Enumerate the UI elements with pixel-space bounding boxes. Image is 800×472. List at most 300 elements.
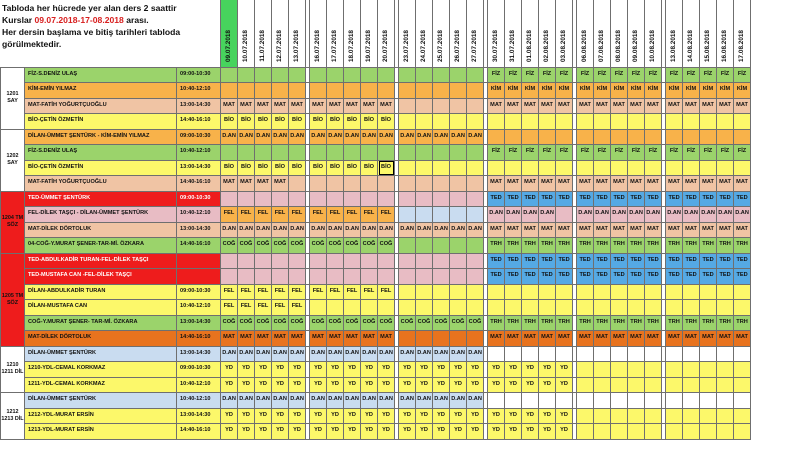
- schedule-cell[interactable]: [221, 191, 238, 207]
- schedule-cell[interactable]: [310, 300, 327, 316]
- schedule-cell[interactable]: [450, 114, 467, 130]
- schedule-cell[interactable]: [416, 67, 433, 83]
- schedule-cell[interactable]: TRH: [734, 315, 751, 331]
- schedule-cell[interactable]: MAT: [645, 176, 662, 192]
- schedule-cell[interactable]: YD: [272, 424, 289, 440]
- schedule-cell[interactable]: YD: [289, 424, 306, 440]
- schedule-cell[interactable]: BİO: [378, 160, 395, 176]
- schedule-cell[interactable]: D.AN: [272, 129, 289, 145]
- schedule-cell[interactable]: FEL: [272, 207, 289, 223]
- schedule-cell[interactable]: D.AN: [327, 222, 344, 238]
- schedule-cell[interactable]: YD: [361, 377, 378, 393]
- schedule-cell[interactable]: YD: [522, 377, 539, 393]
- schedule-cell[interactable]: YD: [505, 424, 522, 440]
- schedule-cell[interactable]: D.AN: [361, 222, 378, 238]
- schedule-cell[interactable]: [717, 160, 734, 176]
- schedule-cell[interactable]: TRH: [611, 315, 628, 331]
- schedule-cell[interactable]: MAT: [255, 176, 272, 192]
- schedule-cell[interactable]: TRH: [611, 238, 628, 254]
- schedule-cell[interactable]: [628, 424, 645, 440]
- schedule-cell[interactable]: YD: [522, 408, 539, 424]
- schedule-cell[interactable]: [539, 114, 556, 130]
- schedule-cell[interactable]: BİO: [238, 114, 255, 130]
- hours-cell[interactable]: 09:00-10:30: [177, 362, 221, 378]
- course-cell[interactable]: 1211-YDL-CEMAL KORKMAZ: [25, 377, 177, 393]
- schedule-cell[interactable]: D.AN: [238, 393, 255, 409]
- schedule-cell[interactable]: YD: [556, 377, 573, 393]
- schedule-cell[interactable]: MAT: [238, 98, 255, 114]
- schedule-cell[interactable]: [467, 191, 484, 207]
- schedule-cell[interactable]: [399, 160, 416, 176]
- schedule-cell[interactable]: TED: [734, 253, 751, 269]
- schedule-cell[interactable]: COĞ: [450, 315, 467, 331]
- schedule-cell[interactable]: [717, 284, 734, 300]
- schedule-cell[interactable]: TED: [539, 253, 556, 269]
- schedule-cell[interactable]: KİM: [734, 83, 751, 99]
- schedule-cell[interactable]: YD: [255, 408, 272, 424]
- schedule-cell[interactable]: FEL: [272, 300, 289, 316]
- schedule-cell[interactable]: BİO: [361, 114, 378, 130]
- schedule-cell[interactable]: MAT: [683, 98, 700, 114]
- schedule-cell[interactable]: FEL: [238, 284, 255, 300]
- schedule-cell[interactable]: [433, 253, 450, 269]
- schedule-cell[interactable]: [628, 362, 645, 378]
- schedule-cell[interactable]: FİZ: [594, 145, 611, 161]
- schedule-cell[interactable]: YD: [450, 377, 467, 393]
- schedule-cell[interactable]: [327, 145, 344, 161]
- schedule-cell[interactable]: [700, 424, 717, 440]
- schedule-cell[interactable]: [433, 331, 450, 347]
- schedule-cell[interactable]: [450, 145, 467, 161]
- schedule-cell[interactable]: MAT: [666, 176, 683, 192]
- schedule-cell[interactable]: [255, 145, 272, 161]
- schedule-cell[interactable]: MAT: [666, 98, 683, 114]
- schedule-cell[interactable]: D.AN: [378, 222, 395, 238]
- schedule-cell[interactable]: [399, 191, 416, 207]
- schedule-cell[interactable]: [399, 238, 416, 254]
- schedule-cell[interactable]: MAT: [734, 222, 751, 238]
- schedule-cell[interactable]: COĞ: [255, 238, 272, 254]
- schedule-cell[interactable]: YD: [221, 362, 238, 378]
- schedule-cell[interactable]: [666, 284, 683, 300]
- schedule-cell[interactable]: TED: [611, 269, 628, 285]
- schedule-cell[interactable]: FİZ: [522, 145, 539, 161]
- schedule-cell[interactable]: TED: [577, 191, 594, 207]
- schedule-cell[interactable]: TRH: [734, 238, 751, 254]
- schedule-cell[interactable]: [399, 284, 416, 300]
- schedule-cell[interactable]: KİM: [645, 83, 662, 99]
- schedule-cell[interactable]: FEL: [327, 284, 344, 300]
- schedule-cell[interactable]: FİZ: [666, 67, 683, 83]
- schedule-cell[interactable]: TED: [488, 191, 505, 207]
- schedule-cell[interactable]: [310, 191, 327, 207]
- schedule-cell[interactable]: [666, 408, 683, 424]
- schedule-cell[interactable]: D.AN: [344, 129, 361, 145]
- schedule-cell[interactable]: [399, 176, 416, 192]
- schedule-cell[interactable]: D.AN: [399, 222, 416, 238]
- schedule-cell[interactable]: [272, 191, 289, 207]
- schedule-cell[interactable]: COĞ: [289, 238, 306, 254]
- schedule-cell[interactable]: YD: [255, 377, 272, 393]
- schedule-cell[interactable]: [505, 129, 522, 145]
- schedule-cell[interactable]: [683, 114, 700, 130]
- date-header[interactable]: [399, 0, 416, 67]
- schedule-cell[interactable]: [683, 362, 700, 378]
- schedule-cell[interactable]: [700, 284, 717, 300]
- date-header[interactable]: [577, 0, 594, 67]
- schedule-cell[interactable]: [344, 191, 361, 207]
- schedule-cell[interactable]: D.AN: [450, 222, 467, 238]
- schedule-cell[interactable]: TED: [505, 269, 522, 285]
- schedule-cell[interactable]: D.AN: [399, 393, 416, 409]
- schedule-cell[interactable]: [433, 191, 450, 207]
- schedule-cell[interactable]: [577, 362, 594, 378]
- schedule-cell[interactable]: [399, 269, 416, 285]
- schedule-cell[interactable]: FİZ: [666, 145, 683, 161]
- schedule-cell[interactable]: YD: [310, 362, 327, 378]
- schedule-cell[interactable]: D.AN: [327, 346, 344, 362]
- schedule-cell[interactable]: FEL: [310, 207, 327, 223]
- schedule-cell[interactable]: YD: [289, 408, 306, 424]
- schedule-cell[interactable]: YD: [450, 408, 467, 424]
- schedule-cell[interactable]: [450, 191, 467, 207]
- schedule-cell[interactable]: COĞ: [272, 238, 289, 254]
- schedule-cell[interactable]: [666, 160, 683, 176]
- course-cell[interactable]: KİM-EMİN YILMAZ: [25, 83, 177, 99]
- schedule-cell[interactable]: FİZ: [488, 67, 505, 83]
- schedule-cell[interactable]: [666, 129, 683, 145]
- schedule-cell[interactable]: MAT: [344, 331, 361, 347]
- schedule-cell[interactable]: [416, 145, 433, 161]
- schedule-cell[interactable]: D.AN: [433, 129, 450, 145]
- schedule-cell[interactable]: COĞ: [327, 315, 344, 331]
- schedule-cell[interactable]: [505, 300, 522, 316]
- schedule-cell[interactable]: [611, 129, 628, 145]
- schedule-cell[interactable]: BİO: [238, 160, 255, 176]
- schedule-cell[interactable]: D.AN: [628, 207, 645, 223]
- schedule-cell[interactable]: [577, 129, 594, 145]
- schedule-cell[interactable]: YD: [416, 424, 433, 440]
- schedule-cell[interactable]: TED: [645, 253, 662, 269]
- schedule-cell[interactable]: YD: [433, 424, 450, 440]
- schedule-cell[interactable]: D.AN: [522, 207, 539, 223]
- schedule-cell[interactable]: YD: [327, 424, 344, 440]
- schedule-cell[interactable]: [488, 160, 505, 176]
- course-cell[interactable]: 04-COĞ-Y.MURAT ŞENER-TAR-Mİ. ÖZKARA: [25, 238, 177, 254]
- schedule-cell[interactable]: MAT: [238, 331, 255, 347]
- schedule-cell[interactable]: FİZ: [734, 145, 751, 161]
- schedule-cell[interactable]: [577, 424, 594, 440]
- schedule-cell[interactable]: D.AN: [416, 222, 433, 238]
- schedule-cell[interactable]: D.AN: [645, 207, 662, 223]
- schedule-cell[interactable]: TRH: [505, 238, 522, 254]
- schedule-cell[interactable]: [666, 114, 683, 130]
- schedule-cell[interactable]: D.AN: [467, 393, 484, 409]
- schedule-cell[interactable]: YD: [522, 424, 539, 440]
- schedule-cell[interactable]: TED: [666, 191, 683, 207]
- schedule-cell[interactable]: [467, 238, 484, 254]
- schedule-cell[interactable]: TED: [522, 253, 539, 269]
- schedule-cell[interactable]: [327, 269, 344, 285]
- schedule-cell[interactable]: YD: [416, 362, 433, 378]
- schedule-cell[interactable]: MAT: [522, 222, 539, 238]
- schedule-cell[interactable]: [522, 160, 539, 176]
- schedule-cell[interactable]: TRH: [556, 238, 573, 254]
- schedule-cell[interactable]: [221, 67, 238, 83]
- course-cell[interactable]: TED-ABDULKADİR TURAN-FEL-DİLEK TAŞÇI: [25, 253, 177, 269]
- date-header[interactable]: [556, 0, 573, 67]
- schedule-cell[interactable]: MAT: [717, 176, 734, 192]
- date-header[interactable]: [378, 0, 395, 67]
- hours-cell[interactable]: 14:40-16:10: [177, 114, 221, 130]
- schedule-cell[interactable]: YD: [433, 377, 450, 393]
- schedule-cell[interactable]: D.AN: [255, 346, 272, 362]
- schedule-cell[interactable]: D.AN: [361, 129, 378, 145]
- course-cell[interactable]: 1213-YDL-MURAT ERSİN: [25, 424, 177, 440]
- schedule-cell[interactable]: KİM: [522, 83, 539, 99]
- schedule-cell[interactable]: [416, 207, 433, 223]
- hours-cell[interactable]: 13:00-14:30: [177, 160, 221, 176]
- schedule-cell[interactable]: YD: [238, 377, 255, 393]
- schedule-cell[interactable]: D.AN: [399, 346, 416, 362]
- schedule-cell[interactable]: D.AN: [255, 393, 272, 409]
- schedule-cell[interactable]: MAT: [221, 331, 238, 347]
- schedule-cell[interactable]: [717, 393, 734, 409]
- date-header[interactable]: [310, 0, 327, 67]
- schedule-cell[interactable]: [416, 300, 433, 316]
- schedule-cell[interactable]: D.AN: [666, 207, 683, 223]
- schedule-cell[interactable]: MAT: [611, 176, 628, 192]
- schedule-cell[interactable]: FEL: [255, 207, 272, 223]
- course-cell[interactable]: BİO-ÇETİN ÖZMETİN: [25, 114, 177, 130]
- schedule-cell[interactable]: TED: [683, 253, 700, 269]
- schedule-cell[interactable]: [488, 346, 505, 362]
- schedule-cell[interactable]: FEL: [344, 207, 361, 223]
- schedule-cell[interactable]: [645, 129, 662, 145]
- schedule-cell[interactable]: [467, 145, 484, 161]
- schedule-cell[interactable]: [683, 129, 700, 145]
- date-header[interactable]: [327, 0, 344, 67]
- schedule-cell[interactable]: COĞ: [378, 315, 395, 331]
- schedule-cell[interactable]: [467, 253, 484, 269]
- schedule-cell[interactable]: TED: [522, 191, 539, 207]
- schedule-cell[interactable]: [467, 83, 484, 99]
- schedule-cell[interactable]: [522, 393, 539, 409]
- schedule-cell[interactable]: MAT: [522, 176, 539, 192]
- hours-cell[interactable]: 13:00-14:30: [177, 222, 221, 238]
- schedule-cell[interactable]: FEL: [272, 284, 289, 300]
- schedule-cell[interactable]: TRH: [488, 238, 505, 254]
- hours-cell[interactable]: 09:00-10:30: [177, 191, 221, 207]
- schedule-cell[interactable]: TED: [700, 253, 717, 269]
- schedule-cell[interactable]: [505, 393, 522, 409]
- schedule-cell[interactable]: TRH: [628, 238, 645, 254]
- schedule-cell[interactable]: YD: [399, 408, 416, 424]
- schedule-cell[interactable]: YD: [221, 377, 238, 393]
- schedule-cell[interactable]: [255, 191, 272, 207]
- class-group-label[interactable]: 1202 SAY: [1, 129, 25, 191]
- schedule-cell[interactable]: D.AN: [221, 222, 238, 238]
- schedule-cell[interactable]: [289, 269, 306, 285]
- schedule-cell[interactable]: MAT: [577, 222, 594, 238]
- date-header[interactable]: [700, 0, 717, 67]
- schedule-cell[interactable]: TED: [488, 269, 505, 285]
- schedule-cell[interactable]: [433, 160, 450, 176]
- schedule-cell[interactable]: [505, 160, 522, 176]
- schedule-cell[interactable]: TRH: [717, 238, 734, 254]
- schedule-cell[interactable]: [450, 284, 467, 300]
- schedule-cell[interactable]: [416, 98, 433, 114]
- schedule-cell[interactable]: KİM: [539, 83, 556, 99]
- schedule-cell[interactable]: [683, 377, 700, 393]
- schedule-cell[interactable]: FİZ: [539, 145, 556, 161]
- schedule-cell[interactable]: YD: [450, 362, 467, 378]
- schedule-cell[interactable]: MAT: [611, 98, 628, 114]
- schedule-cell[interactable]: TED: [683, 191, 700, 207]
- schedule-cell[interactable]: [399, 253, 416, 269]
- schedule-cell[interactable]: [666, 346, 683, 362]
- schedule-cell[interactable]: [416, 83, 433, 99]
- schedule-cell[interactable]: FİZ: [645, 145, 662, 161]
- date-header[interactable]: [344, 0, 361, 67]
- schedule-cell[interactable]: TRH: [505, 315, 522, 331]
- schedule-cell[interactable]: [467, 160, 484, 176]
- schedule-cell[interactable]: MAT: [272, 176, 289, 192]
- course-cell[interactable]: MAT-DİLEK DÖRTOLUK: [25, 222, 177, 238]
- schedule-cell[interactable]: [628, 129, 645, 145]
- schedule-cell[interactable]: [361, 269, 378, 285]
- schedule-cell[interactable]: FİZ: [645, 67, 662, 83]
- schedule-cell[interactable]: KİM: [666, 83, 683, 99]
- schedule-cell[interactable]: D.AN: [361, 393, 378, 409]
- schedule-cell[interactable]: D.AN: [467, 129, 484, 145]
- schedule-cell[interactable]: FEL: [310, 284, 327, 300]
- schedule-cell[interactable]: TRH: [666, 238, 683, 254]
- schedule-cell[interactable]: [327, 191, 344, 207]
- schedule-cell[interactable]: [539, 346, 556, 362]
- schedule-cell[interactable]: [539, 129, 556, 145]
- schedule-cell[interactable]: TED: [717, 191, 734, 207]
- schedule-cell[interactable]: [734, 284, 751, 300]
- schedule-cell[interactable]: COĞ: [221, 315, 238, 331]
- schedule-cell[interactable]: [272, 67, 289, 83]
- schedule-cell[interactable]: [556, 129, 573, 145]
- schedule-cell[interactable]: MAT: [539, 222, 556, 238]
- schedule-cell[interactable]: [488, 129, 505, 145]
- schedule-cell[interactable]: MAT: [628, 176, 645, 192]
- schedule-cell[interactable]: MAT: [522, 98, 539, 114]
- schedule-cell[interactable]: FEL: [255, 284, 272, 300]
- schedule-cell[interactable]: FİZ: [700, 145, 717, 161]
- schedule-cell[interactable]: FEL: [221, 207, 238, 223]
- schedule-cell[interactable]: D.AN: [611, 207, 628, 223]
- schedule-cell[interactable]: TRH: [666, 315, 683, 331]
- schedule-cell[interactable]: [399, 207, 416, 223]
- schedule-cell[interactable]: D.AN: [416, 393, 433, 409]
- schedule-cell[interactable]: MAT: [628, 331, 645, 347]
- hours-cell[interactable]: 13:00-14:30: [177, 408, 221, 424]
- schedule-cell[interactable]: [450, 238, 467, 254]
- schedule-cell[interactable]: FİZ: [734, 67, 751, 83]
- schedule-cell[interactable]: TED: [645, 269, 662, 285]
- schedule-cell[interactable]: MAT: [522, 331, 539, 347]
- schedule-cell[interactable]: [399, 83, 416, 99]
- schedule-cell[interactable]: [488, 114, 505, 130]
- date-header[interactable]: [488, 0, 505, 67]
- schedule-cell[interactable]: MAT: [310, 331, 327, 347]
- schedule-cell[interactable]: [378, 145, 395, 161]
- schedule-cell[interactable]: YD: [556, 424, 573, 440]
- schedule-cell[interactable]: COĞ: [467, 315, 484, 331]
- schedule-cell[interactable]: FEL: [361, 207, 378, 223]
- schedule-cell[interactable]: YD: [289, 362, 306, 378]
- schedule-cell[interactable]: [611, 300, 628, 316]
- schedule-cell[interactable]: D.AN: [378, 346, 395, 362]
- schedule-cell[interactable]: D.AN: [700, 207, 717, 223]
- schedule-cell[interactable]: MAT: [734, 98, 751, 114]
- date-header[interactable]: [717, 0, 734, 67]
- hours-cell[interactable]: 13:00-14:30: [177, 98, 221, 114]
- schedule-cell[interactable]: MAT: [594, 176, 611, 192]
- schedule-cell[interactable]: FİZ: [594, 67, 611, 83]
- hours-cell[interactable]: [177, 253, 221, 269]
- schedule-cell[interactable]: [433, 300, 450, 316]
- schedule-cell[interactable]: D.AN: [361, 346, 378, 362]
- schedule-cell[interactable]: [734, 300, 751, 316]
- schedule-cell[interactable]: [327, 67, 344, 83]
- schedule-cell[interactable]: TED: [628, 191, 645, 207]
- schedule-cell[interactable]: [700, 114, 717, 130]
- schedule-cell[interactable]: TED: [645, 191, 662, 207]
- schedule-cell[interactable]: YD: [378, 377, 395, 393]
- schedule-cell[interactable]: [361, 176, 378, 192]
- date-header[interactable]: [416, 0, 433, 67]
- schedule-cell[interactable]: KİM: [556, 83, 573, 99]
- schedule-cell[interactable]: [645, 362, 662, 378]
- schedule-cell[interactable]: YD: [539, 362, 556, 378]
- schedule-cell[interactable]: [327, 83, 344, 99]
- schedule-cell[interactable]: TRH: [594, 315, 611, 331]
- schedule-cell[interactable]: D.AN: [327, 393, 344, 409]
- schedule-cell[interactable]: MAT: [717, 222, 734, 238]
- schedule-cell[interactable]: FİZ: [539, 67, 556, 83]
- schedule-cell[interactable]: [611, 377, 628, 393]
- hours-cell[interactable]: 10:40-12:10: [177, 393, 221, 409]
- schedule-cell[interactable]: COĞ: [416, 315, 433, 331]
- schedule-cell[interactable]: [594, 284, 611, 300]
- schedule-cell[interactable]: [683, 393, 700, 409]
- schedule-cell[interactable]: [238, 145, 255, 161]
- schedule-cell[interactable]: [327, 253, 344, 269]
- schedule-cell[interactable]: COĞ: [238, 315, 255, 331]
- schedule-cell[interactable]: [666, 424, 683, 440]
- schedule-cell[interactable]: [238, 83, 255, 99]
- date-header[interactable]: [238, 0, 255, 67]
- schedule-cell[interactable]: [717, 300, 734, 316]
- schedule-cell[interactable]: [700, 377, 717, 393]
- schedule-cell[interactable]: [666, 300, 683, 316]
- schedule-cell[interactable]: [594, 393, 611, 409]
- schedule-cell[interactable]: MAT: [700, 176, 717, 192]
- schedule-cell[interactable]: [221, 253, 238, 269]
- schedule-cell[interactable]: [683, 346, 700, 362]
- schedule-cell[interactable]: [683, 300, 700, 316]
- schedule-cell[interactable]: D.AN: [272, 346, 289, 362]
- schedule-cell[interactable]: [717, 114, 734, 130]
- schedule-cell[interactable]: [344, 67, 361, 83]
- schedule-cell[interactable]: FİZ: [628, 145, 645, 161]
- schedule-cell[interactable]: D.AN: [221, 393, 238, 409]
